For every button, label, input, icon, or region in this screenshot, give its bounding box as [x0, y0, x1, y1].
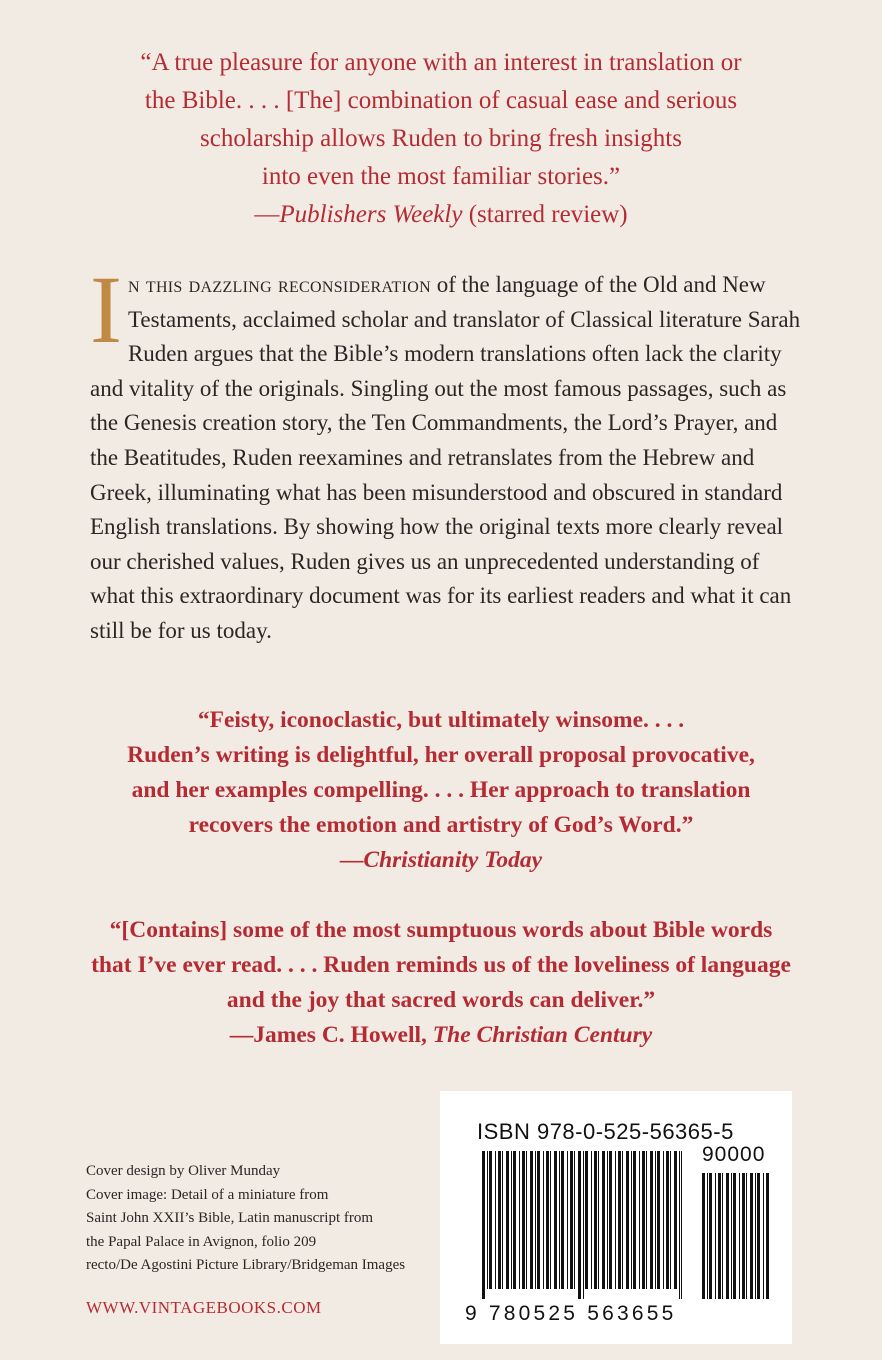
barcode-bar [639, 1151, 640, 1289]
barcode-bar [502, 1151, 503, 1289]
barcode-bar [642, 1151, 645, 1289]
barcode-bar [733, 1173, 736, 1299]
description-body: of the language of the Old and New Testaments, acclaimed scholar and translator of Classical literature Sarah Ruden argues that the Bible’s modern translations often lack the clarity and vitality of the originals. Singling out the most famous passages, such as the Genesis creation story, the Ten Commandments, the Lord’s Prayer, and the Beatitudes, Ruden reexamines and retranslates from the Hebrew and Greek, illuminating what has been misunderstood and obscured in standard English translations. By showing how the original texts more clearly reveal our cherished values, Ruden gives us an unprecedented understanding of what this extraordinary document was for its earliest readers and what it can still be for us today. [90, 272, 801, 643]
quote-line: into even the most familiar stories.” [261, 163, 621, 190]
barcode-bar [655, 1151, 656, 1289]
barcode-bar [537, 1151, 540, 1289]
barcode-bar [702, 1173, 705, 1299]
credit-line: Cover image: Detail of a miniature from [86, 1186, 329, 1203]
quote-line: Ruden’s writing is delightful, her overall proposal provocative, [127, 742, 755, 768]
barcode-bar [489, 1151, 492, 1289]
barcode-bar [650, 1151, 653, 1289]
barcode-bar [495, 1151, 496, 1289]
barcode-bar [574, 1151, 575, 1289]
attribution-dash: — [339, 847, 364, 873]
barcode-bar [674, 1151, 677, 1289]
barcode-bar [718, 1173, 721, 1299]
cover-credits [86, 1160, 436, 1278]
barcode-bar [755, 1173, 756, 1299]
barcode-bar [615, 1151, 616, 1289]
quote-attribution [60, 843, 822, 878]
credit-line: the Papal Palace in Avignon, folio 209 [86, 1233, 317, 1250]
isbn-barcode-panel [440, 1091, 792, 1344]
barcode-bar [622, 1151, 623, 1289]
review-quote-publishers-weekly [60, 44, 822, 234]
barcode-bar [631, 1151, 632, 1289]
barcode-bar [498, 1151, 501, 1289]
barcode-bar [731, 1173, 732, 1299]
barcode-bar [602, 1151, 605, 1289]
barcode-bar [522, 1151, 525, 1289]
barcode-bar [607, 1151, 608, 1289]
barcode-bar [594, 1151, 597, 1289]
barcode-bar [742, 1173, 745, 1299]
quote-line: “Feisty, iconoclastic, but ultimately winsome. . . . [197, 707, 685, 733]
barcode-bar [511, 1151, 512, 1289]
barcode-bar [681, 1151, 682, 1299]
barcode-bar [578, 1151, 581, 1299]
barcode-bar [633, 1151, 636, 1289]
credit-line: recto/De Agostini Picture Library/Bridgeman Images [86, 1257, 406, 1273]
credit-line: Saint John XXII’s Bible, Latin manuscript from [86, 1210, 374, 1226]
barcode-bar [739, 1173, 740, 1299]
review-quote-christianity-today [60, 703, 822, 878]
quote-line: the Bible. . . . [The] combination of casual ease and serious [144, 87, 738, 114]
quote-line: “[Contains] some of the most sumptuous words about Bible words [109, 917, 773, 943]
barcode-bar [591, 1151, 592, 1289]
barcode-bar [526, 1151, 527, 1289]
review-quote-christian-century [60, 913, 822, 1053]
quote-line: scholarship allows Ruden to bring fresh insights [200, 125, 682, 152]
barcode-bar [726, 1173, 729, 1299]
price-addon-number: 90000 [702, 1143, 766, 1166]
quote-line: that I’ve ever read. . . . Ruden reminds us of the loveliness of language [91, 952, 791, 978]
barcode-bar [763, 1173, 764, 1299]
barcode-bar [550, 1151, 551, 1289]
barcode-bar [546, 1151, 549, 1289]
drop-cap-letter: I [90, 256, 122, 363]
quote-attribution [60, 196, 822, 234]
barcode-bar [626, 1151, 629, 1289]
barcode-bar [746, 1173, 747, 1299]
barcode-bar [670, 1151, 671, 1289]
barcode-bar [506, 1151, 509, 1289]
attribution-dash: — [254, 201, 280, 228]
barcode-bar [766, 1173, 769, 1299]
isbn-label: ISBN 978-0-525-56365-5 [477, 1119, 734, 1144]
attribution-source: Christianity Today [363, 847, 543, 873]
barcode-bar [750, 1173, 753, 1299]
barcode-bar [715, 1173, 716, 1299]
barcode-bar [657, 1151, 660, 1289]
barcode-bar [609, 1151, 612, 1289]
barcode-bar [618, 1151, 621, 1289]
barcode-bar [707, 1173, 708, 1299]
barcode-bar [722, 1173, 723, 1299]
publisher-website: WWW.VINTAGEBOOKS.COM [86, 1298, 322, 1317]
quote-line: recovers the emotion and artistry of God’s Word.” [188, 812, 694, 838]
barcode-bar [513, 1151, 516, 1289]
barcode-bar [679, 1151, 680, 1299]
barcode-bar [554, 1151, 557, 1289]
quote-attribution [60, 1018, 822, 1053]
barcode-bar [567, 1151, 568, 1289]
barcode-bar [709, 1173, 712, 1299]
barcode-bar [585, 1151, 588, 1289]
barcode-bar [535, 1151, 536, 1289]
attribution-source: Publishers Weekly [279, 201, 463, 228]
barcode-bar [663, 1151, 664, 1289]
attribution-source: The Christian Century [432, 1022, 653, 1048]
barcode-bar [561, 1151, 564, 1289]
attribution-author: —James C. Howell, [229, 1022, 433, 1048]
barcode-bar [530, 1151, 533, 1289]
barcode-bar [543, 1151, 544, 1289]
quote-line: and the joy that sacred words can deliver.” [226, 987, 656, 1013]
barcode-bar [583, 1151, 584, 1299]
barcode-bar [519, 1151, 520, 1289]
quote-line: and her examples compelling. . . . Her approach to translation [131, 777, 751, 803]
description-lead-in: n this dazzling reconsideration [127, 272, 431, 297]
barcode-bar [757, 1173, 760, 1299]
quote-line: “A true pleasure for anyone with an interest in translation or [140, 49, 742, 76]
attribution-note: (starred review) [462, 201, 628, 228]
book-description [90, 256, 802, 649]
barcode-bar [666, 1151, 669, 1289]
barcode-bar [482, 1151, 485, 1299]
barcode-bar [570, 1151, 573, 1289]
barcode-bar [646, 1151, 647, 1289]
barcode-bar [559, 1151, 560, 1289]
barcode-bar [598, 1151, 599, 1289]
ean-digits: 9 780525 563655 [465, 1302, 677, 1325]
credit-line: Cover design by Oliver Munday [86, 1163, 281, 1179]
barcode-bar [487, 1151, 488, 1289]
